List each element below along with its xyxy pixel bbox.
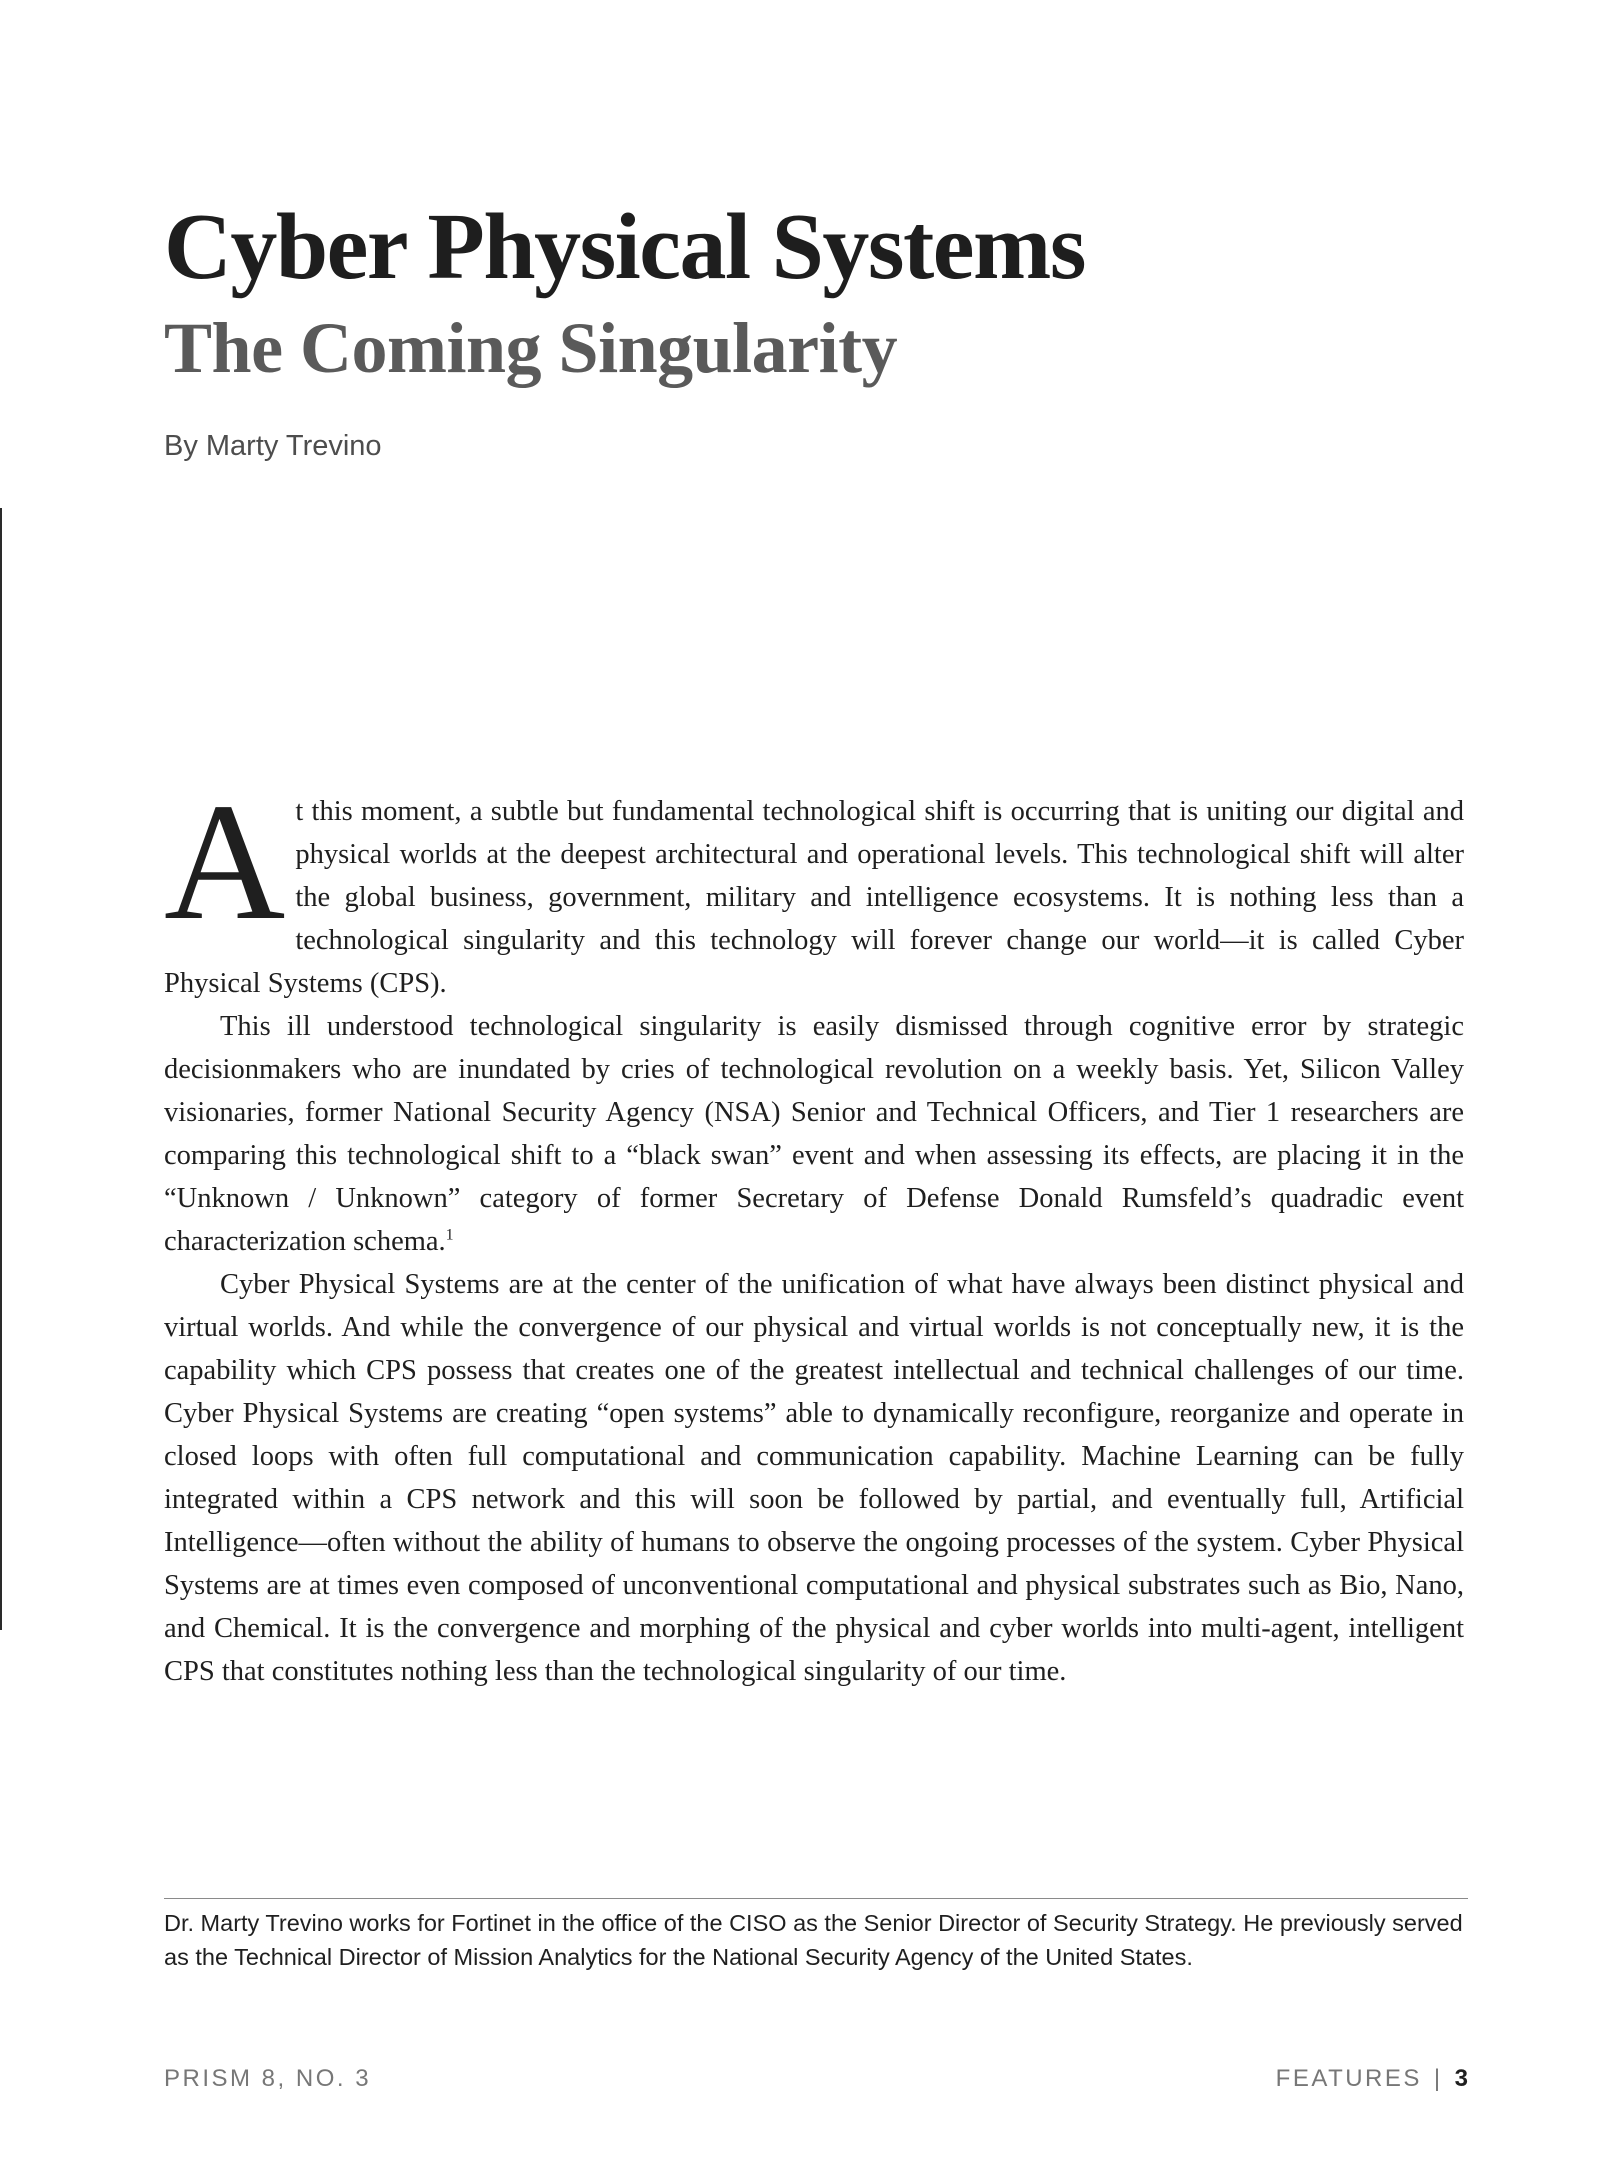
article-byline: By Marty Trevino bbox=[164, 430, 382, 462]
footnote-ref[interactable]: 1 bbox=[445, 1226, 454, 1244]
drop-cap: A bbox=[164, 769, 286, 955]
article-title: Cyber Physical Systems bbox=[164, 195, 1085, 299]
paragraph-1-text: t this moment, a subtle but fundamental technological shift is occurring that is uniting our digital and physical worlds at the deepest architectural and operational levels. This technological shift will alter the global business, government, military and intelligence ecosystems. It is nothing less than a technological singularity and this technology will forever change our world—it is called Cyber Physical Systems (CPS). bbox=[164, 796, 1464, 999]
article-body bbox=[164, 769, 1464, 1693]
footer-separator: | bbox=[1433, 2065, 1443, 2092]
paragraph-2-text: This ill understood technological singularity is easily dismissed through cognitive error by strategic decisionmakers who are inundated by cries of technological revolution on a weekly basis. Yet, Silicon Valley visionaries, former National Security Agency (NSA) Senior and Technical Officers, and Tier 1 researchers are comparing this technological shift to a “black swan” event and when assessing its effects, are placing it in the “Unknown / Unknown” category of former Secretary of Defense Donald Rumsfeld’s quadradic event characterization schema. bbox=[164, 1011, 1464, 1257]
article-subtitle: The Coming Singularity bbox=[164, 308, 898, 388]
footer-section bbox=[1276, 2065, 1468, 2093]
paragraph-2 bbox=[164, 1005, 1464, 1263]
paragraph-1 bbox=[164, 769, 1464, 1005]
footer-journal: PRISM 8, NO. 3 bbox=[164, 2065, 372, 2092]
page-number: 3 bbox=[1454, 2065, 1468, 2092]
page-edge-mark bbox=[0, 508, 2, 1630]
footer-section-label: FEATURES bbox=[1275, 2065, 1422, 2092]
author-bio-footnote: Dr. Marty Trevino works for Fortinet in the office of the CISO as the Senior Director of Security Strategy. He previously served as the Technical Director of Mission Analytics for the National Security Agency of the United States. bbox=[164, 1910, 1463, 1970]
paragraph-3: Cyber Physical Systems are at the center of the unification of what have always been distinct physical and virtual worlds. And while the convergence of our physical and virtual worlds is not conceptually new, it is the capability which CPS possess that creates one of the greatest intellectual and technical challenges of our time. Cyber Physical Systems are creating “open systems” able to dynamically reconfigure, reorganize and operate in closed loops with often full computational and communication capability. Machine Learning can be fully integrated within a CPS network and this will soon be followed by partial, and eventually full, Artificial Intelligence—often without the ability of humans to observe the ongoing processes of the system. Cyber Physical Systems are at times even composed of unconventional computational and physical substrates such as Bio, Nano, and Chemical. It is the convergence and morphing of the physical and cyber worlds into multi-agent, intelligent CPS that constitutes nothing less than the technological singularity of our time. bbox=[164, 1269, 1464, 1687]
footnote-divider bbox=[164, 1898, 1468, 1899]
